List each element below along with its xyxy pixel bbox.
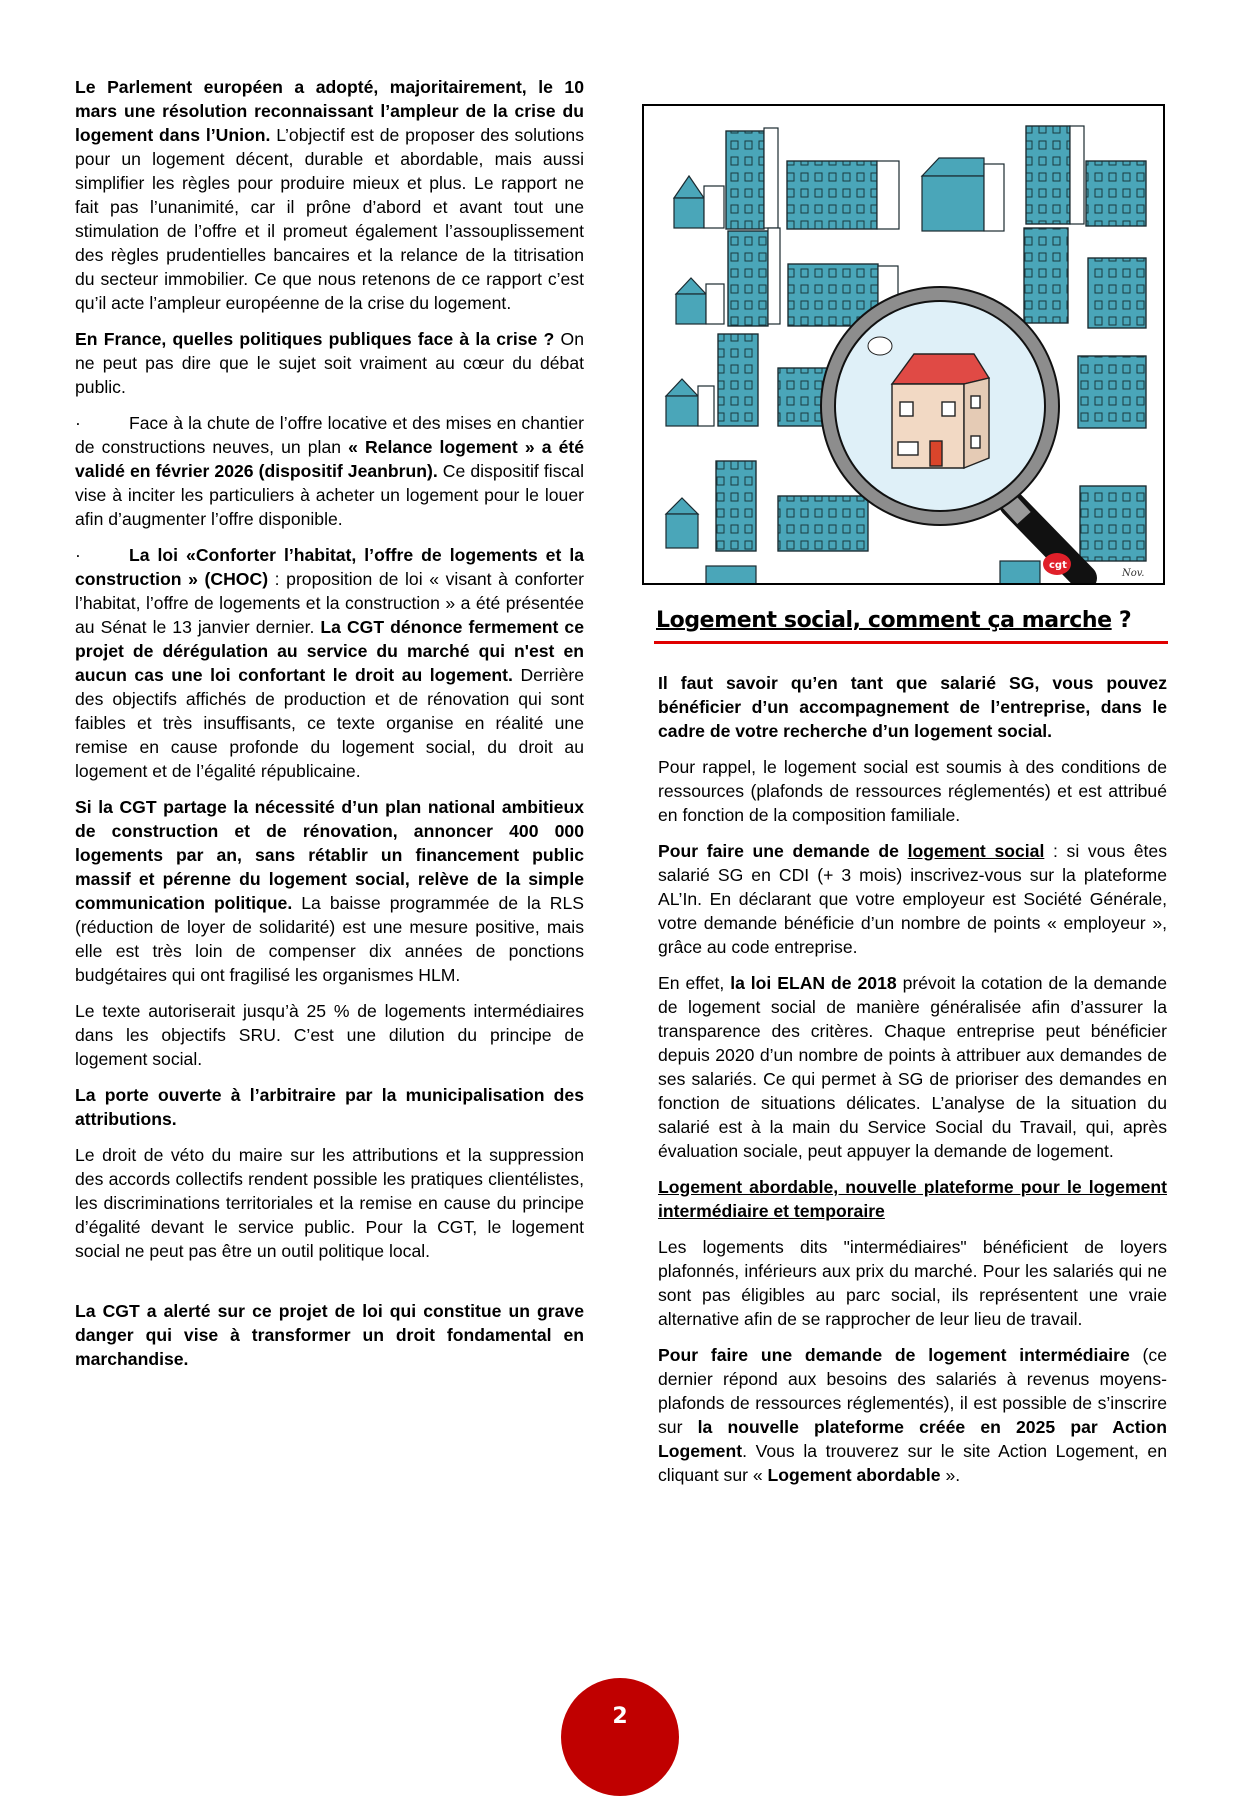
artist-signature: Nov.	[1122, 568, 1145, 579]
body-text: . Vous la trouverez sur le site Action Logement, en cliquant sur «	[658, 1441, 1167, 1485]
body-text: : proposition de loi « visant à conforter l’habitat, l’offre de logements et la construction » a été présentée au Sénat le 13 janvier dernier.	[75, 569, 584, 637]
page-number: 2	[612, 1704, 628, 1729]
emphasis-text: La CGT dénonce fermement ce projet de dérégulation au service du marché qui n'est en aucun cas une loi confortant le droit au logement.	[75, 617, 584, 685]
emphasis-text: la nouvelle plateforme créée en 2025 par Action Logement	[658, 1417, 1167, 1461]
paragraph-politiques-publiques	[75, 327, 584, 399]
emphasis-text: La loi «Conforter l’habitat, l’offre de logements et la construction » (CHOC)	[75, 545, 584, 589]
paragraph-sru: Le texte autoriserait jusqu’à 25 % de logements intermédiaires dans les objectifs SRU. C’est une dilution du principe de logement social.	[75, 1001, 584, 1069]
paragraph-demande-intermediaire	[658, 1343, 1167, 1487]
paragraph-plan-national	[75, 795, 584, 987]
emphasis-text: Pour faire une demande de logement intermédiaire	[658, 1345, 1130, 1365]
bullet-icon: ·	[75, 545, 81, 565]
left-column	[75, 75, 584, 1383]
body-text: On ne peut pas dire que le sujet soit vraiment au cœur du débat public.	[75, 329, 584, 397]
paragraph-veto-maire: Le droit de véto du maire sur les attributions et la suppression des accords collectifs rendent possible les pratiques clientélistes, les discriminations territoriales et la remise en cause du principe d’égalité devant le service public. Pour la CGT, le logement social ne peut pas être un outil politique local.	[75, 1145, 584, 1261]
lead-bold-text: Il faut savoir qu’en tant que salarié SG, vous pouvez bénéficier d’un accompagnement de l’entreprise, dans le cadre de votre recherche d’un logement social.	[658, 673, 1167, 741]
body-text: La baisse programmée de la RLS (réduction de loyer de solidarité) est une mesure positive, mais elle est très loin de compenser dix années de ponctions budgétaires qui ont fragilisé les organismes HLM.	[75, 893, 584, 985]
paragraph-loi-elan	[658, 971, 1167, 1163]
body-text: Face à la chute de l’offre locative et des mises en chantier de constructions neuves, un plan	[75, 413, 584, 457]
question-heading: En France, quelles politiques publiques face à la crise ?	[75, 329, 555, 349]
paragraph-logements-intermediaires: Les logements dits "intermédiaires" bénéficient de loyers plafonnés, inférieurs aux prix du marché. Pour les salariés qui ne sont pas éligibles au parc social, ils représentent une vraie alternative afin de se rapprocher de leur lieu de travail.	[658, 1237, 1167, 1329]
paragraph-rappel: Pour rappel, le logement social est soumis à des conditions de ressources (plafonds de ressources réglementés) et est attribué en fonction de la composition familiale.	[658, 757, 1167, 825]
red-divider	[654, 641, 1168, 644]
body-text: : si vous êtes salarié SG en CDI (+ 3 mois) inscrivez-vous sur la plateforme AL’In. En déclarant que votre employeur est Société Générale, votre demande bénéficie d’un nombre de points « employeur », grâce au code entreprise.	[658, 841, 1167, 957]
emphasis-underlined-text: logement social	[907, 841, 1045, 861]
cgt-logo-icon	[1043, 553, 1071, 575]
emphasis-text: Si la CGT partage la nécessité d’un plan national ambitieux de construction et de rénovation, annoncer 400 000 logements par an, sans rétablir un financement public massif et pérenne du logement social, relève de la simple communication politique.	[75, 797, 584, 913]
subheading-text: La porte ouverte à l’arbitraire par la municipalisation des attributions.	[75, 1085, 584, 1129]
emphasis-text: la loi ELAN de 2018	[730, 973, 897, 993]
illustration-magnifying-glass-houses	[642, 104, 1165, 585]
emphasis-text: Logement abordable	[767, 1465, 941, 1485]
section-title-text: Logement social, comment ça marche	[656, 608, 1112, 633]
body-text: (ce dernier répond aux besoins des salariés à revenus moyens- plafonds de ressources réglementés), il est possible de s’inscrire sur	[658, 1345, 1167, 1437]
cgt-logo-text: cgt	[1049, 560, 1067, 571]
emphasis-text: Pour faire une demande de	[658, 841, 908, 861]
emphasis-text: « Relance logement » a été validé en février 2026 (dispositif Jeanbrun).	[75, 437, 584, 481]
body-text: ».	[940, 1465, 961, 1485]
right-column	[658, 671, 1167, 1499]
lead-bold-text: Le Parlement européen a adopté, majoritairement, le 10 mars une résolution reconnaissant l’ampleur de la crise du logement dans l’Union.	[75, 77, 584, 145]
body-text: En effet,	[658, 973, 731, 993]
paragraph-demande-logement-social	[658, 839, 1167, 959]
bullet-relance-logement	[75, 411, 584, 531]
red-roof-house-icon	[892, 354, 989, 468]
illustration-svg	[644, 106, 1163, 583]
subheading-arbitraire	[75, 1083, 584, 1131]
section-title-suffix: ?	[1111, 608, 1132, 633]
bullet-loi-choc	[75, 543, 584, 783]
body-text: Ce dispositif fiscal vise à inciter les particuliers à acheter un logement pour le louer afin d’augmenter l’offre disponible.	[75, 461, 584, 529]
body-text: Derrière des objectifs affichés de production et de rénovation qui sont faibles et très insuffisants, ce texte organise en réalité une remise en cause profonde du logement social, du droit au logement et de l’égalité républicaine.	[75, 665, 585, 781]
section-title	[656, 606, 1176, 636]
conclusion-text: La CGT a alerté sur ce projet de loi qui constitue un grave danger qui vise à transformer un droit fondamental en marchandise.	[75, 1301, 584, 1369]
page-number-badge	[561, 1678, 679, 1796]
body-text: L’objectif est de proposer des solutions pour un logement décent, durable et abordable, mais aussi simplifier les règles pour produire mieux et plus. Le rapport ne fait pas l’unanimité, car il prône d’abord et avant tout une stimulation de l’offre et il promeut également l’assouplissement des règles prudentielles bancaires et la relance de la titrisation du secteur immobilier. Ce que nous retenons de ce rapport c’est qu’il acte l’ampleur européenne de la crise du logement.	[75, 125, 584, 313]
paragraph-parlement-europeen	[75, 75, 584, 315]
paragraph-accompagnement	[658, 671, 1167, 743]
subheading-logement-abordable: Logement abordable, nouvelle plateforme pour le logement intermédiaire et temporaire	[658, 1177, 1167, 1221]
paragraph-alerte-cgt	[75, 1299, 584, 1371]
bullet-icon: ·	[75, 413, 81, 433]
body-text: prévoit la cotation de la demande de logement social de manière généralisée afin d’assurer la transparence des critères. Chaque entreprise peut bénéficier depuis 2020 d’un nombre de points à attribuer aux demandes de ses salariés. Ce qui permet à SG de prioriser des demandes en fonction de situations délicates. L’analyse de la situation du salarié est à la main du Service Social du Travail, qui, après évaluation sociale, peut appuyer la demande de logement.	[658, 973, 1167, 1161]
